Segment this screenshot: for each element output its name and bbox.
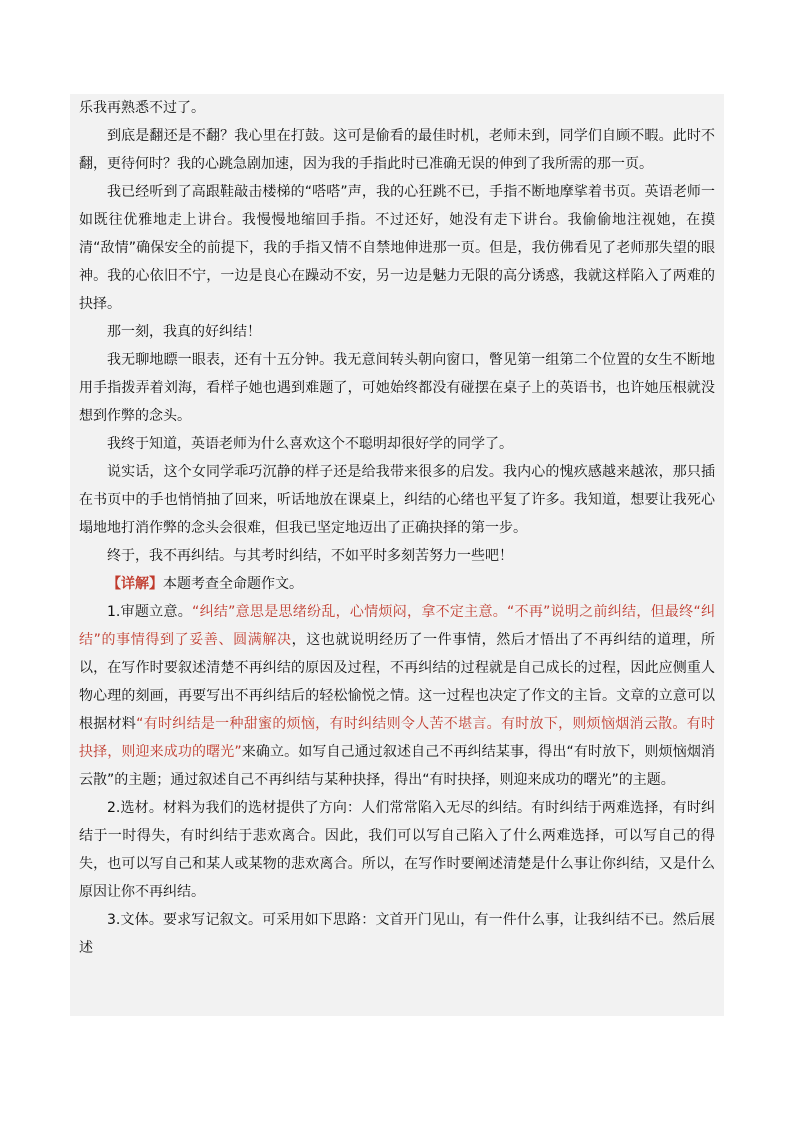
analysis-section-1 [79, 598, 715, 794]
analysis-label: 【详解】 [107, 576, 163, 592]
body-text: 来确立。如写自己通过叙述自己不再纠结某事，得出“有时放下，则烦恼烟消云散”的主题；通过叙述自己不再纠结与某种抉择，得出“有时抉择，则迎来成功的曙光”的主题。 [79, 744, 715, 788]
analysis-section-2: 2.选材。材料为我们的选材提供了方向：人们常常陷入无尽的纠结。有时纠结于两难选择，有时纠结于一时得失，有时纠结于悲欢离合。因此，我们可以写自己陷入了什么两难选择，可以写自己的得失，也可以写自己和某人或某物的悲欢离合。所以，在写作时要阐述清楚是什么事让你纠结，又是什么原因让你不再纠结。 [79, 800, 715, 900]
paragraph: 我已经听到了高跟鞋敲击楼梯的“嗒嗒”声，我的心狂跳不已，手指不断地摩挲着书页。英语老师一如既往优雅地走上讲台。我慢慢地缩回手指。不过还好，她没有走下讲台。我偷偷地注视她，在摸清“敌情”确保安全的前提下，我的手指又情不自禁地伸进那一页。但是，我仿佛看见了老师那失望的眼神。我的心依旧不宁，一边是良心在躁动不安，另一边是魅力无限的高分诱惑，我就这样陷入了两难的抉择。 [79, 184, 715, 312]
analysis-section-3: 3.文体。要求写记叙文。可采用如下思路：文首开门见山，有一件什么事，让我纠结不已。然后展述 [79, 912, 715, 956]
paragraph: 终于，我不再纠结。与其考时纠结，不如平时多刻苦努力一些吧！ [107, 548, 513, 564]
paragraph: 说实话，这个女同学乖巧沉静的样子还是给我带来很多的启发。我内心的愧疚感越来越浓，那只插在书页中的手也悄悄抽了回来，听话地放在课桌上，纠结的心绪也平复了许多。我知道，想要让我死心塌地地打消作弊的念头会很难，但我已坚定地迈出了正确抉择的第一步。 [79, 464, 715, 536]
paragraph: 我终于知道，英语老师为什么喜欢这个不聪明却很好学的同学了。 [107, 436, 513, 452]
analysis-intro-text: 本题考查全命题作文。 [163, 576, 303, 592]
highlight-text: “纠结”意思是思绪纷乱，心情烦闷，拿不定主意。“不再”说明之前纠结，但最终“纠结”的事情得到了妥善、圆满解决 [79, 604, 715, 648]
paragraph: 乐我再熟悉不过了。 [79, 100, 205, 116]
paragraph: 到底是翻还是不翻？我心里在打鼓。这可是偷看的最佳时机，老师未到，同学们自顾不暇。此时不翻，更待何时？我的心跳急剧加速，因为我的手指此时已准确无误的伸到了我所需的那一页。 [79, 128, 715, 172]
paragraph: 我无聊地瞟一眼表，还有十五分钟。我无意间转头朝向窗口，瞥见第一组第二个位置的女生不断地用手指拨弄着刘海，看样子她也遇到难题了，可她始终都没有碰摆在桌子上的英语书，也许她压根就没想到作弊的念头。 [79, 352, 715, 424]
document-body [70, 94, 724, 1016]
analysis-intro [79, 570, 715, 598]
highlight-text: “有时纠结是一种甜蜜的烦恼，有时纠结则令人苦不堪言。有时放下，则烦恼烟消云散。有时抉择，则迎来成功的曙光” [79, 716, 715, 760]
section-heading: 1.审题立意。 [107, 604, 193, 620]
body-text: ，这也就说明经历了一件事情，然后才悟出了不再纠结的道理，所以，在写作时要叙述清楚不再纠结的原因及过程，不再纠结的过程就是自己成长的过程，因此应侧重人物心理的刻画，再要写出不再纠结后的轻松愉悦之情。这一过程也决定了作文的主旨。文章的立意可以根据材料 [79, 632, 715, 732]
paragraph: 那一刻，我真的好纠结！ [107, 324, 261, 340]
